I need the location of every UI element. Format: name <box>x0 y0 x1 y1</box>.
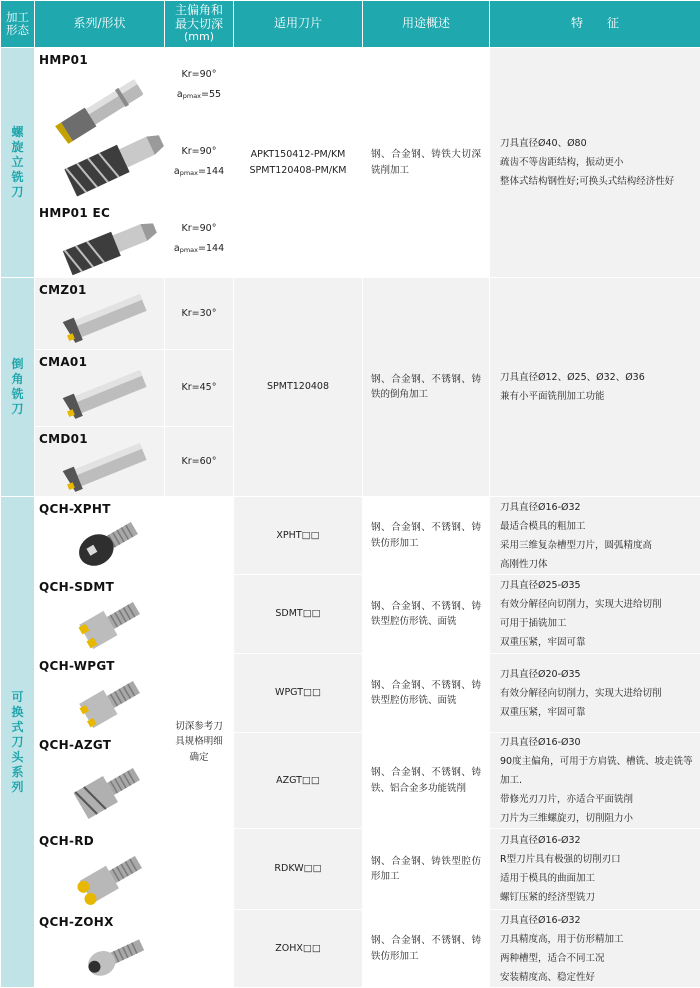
azgt-features <box>490 733 700 829</box>
series-name-cma01: CMA01 <box>39 353 87 372</box>
xpht-cell <box>35 497 165 575</box>
hmp01-tool-image <box>35 48 165 200</box>
sdmt-insert: SDMT□□ <box>234 575 363 654</box>
section-label-modular: 可换式刀头系列 <box>1 497 35 988</box>
xpht-feature-2: 最适合模具的粗加工 <box>500 517 694 536</box>
series-name-sdmt: QCH-SDMT <box>39 578 114 597</box>
azgt-feature-4: 刀片为三维螺旋刃，切削阻力小 <box>500 809 694 828</box>
sdmt-features <box>490 575 700 654</box>
table-header-row <box>1 1 700 48</box>
cma01-kr: Kr=45° <box>165 350 234 427</box>
series-name-azgt: QCH-AZGT <box>39 736 111 755</box>
hmp01ec-ap: apmax=144 <box>165 239 233 260</box>
xpht-tool-image <box>35 497 165 575</box>
hmp01b-kr: Kr=90° <box>165 142 233 162</box>
zohx-usage: 钢、合金钢、不锈钢、铸铁仿形加工 <box>363 910 490 988</box>
hmp01-kr: Kr=90° <box>165 65 233 85</box>
header-angle-line2: 最大切深 <box>165 18 233 32</box>
azgt-cell <box>35 733 165 829</box>
wpgt-cell <box>35 654 165 733</box>
cmz01-kr: Kr=30° <box>165 278 234 350</box>
sdmt-feature-1: 刀具直径Ø25-Ø35 <box>500 576 694 595</box>
zohx-tool-image <box>35 910 165 988</box>
spiral-usage: 钢、合金钢、铸铁大切深铣削加工 <box>363 48 490 278</box>
series-name-cmz01: CMZ01 <box>39 281 87 300</box>
hmp01-cell <box>35 48 165 201</box>
sdmt-feature-4: 双重压紧，牢固可靠 <box>500 633 694 652</box>
cmz01-cell <box>35 278 165 350</box>
azgt-feature-1: 刀具直径Ø16-Ø30 <box>500 733 694 752</box>
rd-insert: RDKW□□ <box>234 829 363 910</box>
xpht-usage: 钢、合金钢、不锈钢、铸铁仿形加工 <box>363 497 490 575</box>
wpgt-tool-image <box>35 654 165 733</box>
header-features: 特 征 <box>490 1 700 48</box>
rd-feature-1: 刀具直径Ø16-Ø32 <box>500 831 694 850</box>
header-angle-unit: (mm) <box>165 31 233 44</box>
table-row <box>1 48 700 124</box>
rd-features <box>490 829 700 910</box>
xpht-feature-4: 高刚性刀体 <box>500 555 694 574</box>
wpgt-features <box>490 654 700 733</box>
table-row <box>1 497 700 575</box>
chamfer-usage: 钢、合金钢、不锈钢、铸铁的倒角加工 <box>363 278 490 497</box>
zohx-features <box>490 910 700 988</box>
wpgt-insert: WPGT□□ <box>234 654 363 733</box>
azgt-feature-3: 带修光刃刀片，亦适合平面铣削 <box>500 790 694 809</box>
hmp01ec-cell <box>35 201 165 278</box>
zohx-feature-2: 刀具精度高，用于仿形精加工 <box>500 930 694 949</box>
modular-depth-note: 切深参考刀具规格明细确定 <box>165 497 234 988</box>
table-row <box>1 829 700 910</box>
table-row <box>1 278 700 350</box>
sdmt-cell <box>35 575 165 654</box>
spiral-feature-1: 刀具直径Ø40、Ø80 <box>500 134 694 153</box>
wpgt-usage: 钢、合金钢、不锈钢、铸铁型腔仿形铣、面铣 <box>363 654 490 733</box>
series-name-xpht: QCH-XPHT <box>39 500 111 519</box>
azgt-insert: AZGT□□ <box>234 733 363 829</box>
section-label-chamfer: 倒角铣刀 <box>1 278 35 497</box>
sdmt-feature-2: 有效分解径向切削力，实现大进给切削 <box>500 595 694 614</box>
sdmt-usage: 钢、合金钢、不锈钢、铸铁型腔仿形铣、面铣 <box>363 575 490 654</box>
table-row <box>1 654 700 733</box>
table-row <box>1 575 700 654</box>
hmp01ec-tool-image <box>35 201 165 278</box>
spiral-insert-line1: APKT150412-PM/KM <box>234 147 362 162</box>
series-name-hmp01ec: HMP01 EC <box>39 204 110 223</box>
series-name-hmp01: HMP01 <box>39 51 88 70</box>
series-name-wpgt: QCH-WPGT <box>39 657 115 676</box>
series-name-rd: QCH-RD <box>39 832 94 851</box>
cmd01-cell <box>35 427 165 497</box>
table-row <box>1 910 700 988</box>
hmp01-ap: apmax=55 <box>165 85 233 106</box>
header-series-shape: 系列/形状 <box>35 1 165 48</box>
hmp01ec-kr: Kr=90° <box>165 219 233 239</box>
chamfer-feature-1: 刀具直径Ø12、Ø25、Ø32、Ø36 <box>500 368 694 387</box>
sdmt-tool-image <box>35 575 165 654</box>
spiral-feature-3: 整体式结构钢性好;可换头式结构经济性好 <box>500 172 694 191</box>
zohx-feature-1: 刀具直径Ø16-Ø32 <box>500 911 694 930</box>
azgt-tool-image <box>35 733 165 826</box>
spiral-insert <box>234 48 363 278</box>
chamfer-features <box>490 278 700 497</box>
wpgt-feature-3: 双重压紧，牢固可靠 <box>500 703 694 722</box>
header-process-form: 加工形态 <box>1 1 35 48</box>
section-label-spiral: 螺旋立铣刀 <box>1 48 35 278</box>
table-row <box>1 733 700 829</box>
xpht-insert: XPHT□□ <box>234 497 363 575</box>
cma01-cell <box>35 350 165 427</box>
chamfer-insert: SPMT120408 <box>234 278 363 497</box>
hmp01b-angle-depth <box>165 124 234 201</box>
rd-usage: 钢、合金钢、铸铁型腔仿形加工 <box>363 829 490 910</box>
hmp01b-ap: apmax=144 <box>165 162 233 183</box>
spiral-insert-line2: SPMT120408-PM/KM <box>234 163 362 178</box>
zohx-feature-3: 两种槽型，适合不同工况 <box>500 949 694 968</box>
rd-feature-2: R型刀片具有极强的切削刃口 <box>500 850 694 869</box>
series-name-cmd01: CMD01 <box>39 430 88 449</box>
zohx-insert: ZOHX□□ <box>234 910 363 988</box>
cmz01-tool-image <box>35 278 165 350</box>
hmp01-angle-depth <box>165 48 234 124</box>
azgt-feature-2: 90度主偏角，可用于方肩铣、槽铣、坡走铣等加工. <box>500 752 694 790</box>
rd-cell <box>35 829 165 910</box>
rd-feature-4: 螺钉压紧的经济型铣刀 <box>500 888 694 907</box>
series-name-zohx: QCH-ZOHX <box>39 913 114 932</box>
azgt-usage: 钢、合金钢、不锈钢、铸铁、铝合金多功能铣削 <box>363 733 490 829</box>
rd-feature-3: 适用于模具的曲面加工 <box>500 869 694 888</box>
xpht-feature-1: 刀具直径Ø16-Ø32 <box>500 498 694 517</box>
cma01-tool-image <box>35 350 165 427</box>
header-insert: 适用刀片 <box>234 1 363 48</box>
hmp01ec-angle-depth <box>165 201 234 278</box>
cmd01-kr: Kr=60° <box>165 427 234 497</box>
spiral-features <box>490 48 700 278</box>
rd-tool-image <box>35 829 165 910</box>
xpht-feature-3: 采用三维复杂槽型刀片，圆弧精度高 <box>500 536 694 555</box>
header-usage: 用途概述 <box>363 1 490 48</box>
wpgt-feature-1: 刀具直径Ø20-Ø35 <box>500 665 694 684</box>
xpht-features <box>490 497 700 575</box>
cmd01-tool-image <box>35 427 165 497</box>
header-angle-depth <box>165 1 234 48</box>
zohx-feature-4: 安装精度高、稳定性好 <box>500 968 694 987</box>
zohx-cell <box>35 910 165 988</box>
chamfer-feature-2: 兼有小平面铣削加工功能 <box>500 387 694 406</box>
header-angle-line1: 主偏角和 <box>165 4 233 18</box>
wpgt-feature-2: 有效分解径向切削力，实现大进给切削 <box>500 684 694 703</box>
sdmt-feature-3: 可用于插铣加工 <box>500 614 694 633</box>
spiral-feature-2: 疏齿不等齿距结构，振动更小 <box>500 153 694 172</box>
